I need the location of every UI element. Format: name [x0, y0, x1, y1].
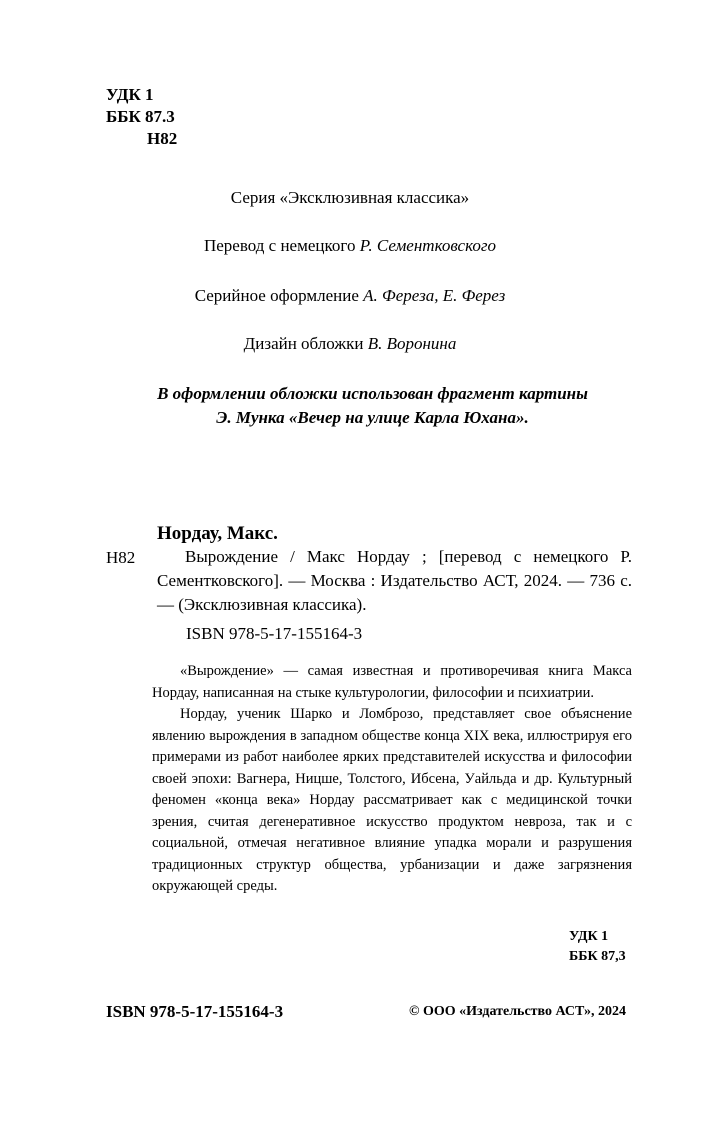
- cover-design-line: [80, 334, 620, 354]
- isbn: ISBN 978-5-17-155164-3: [186, 624, 363, 643]
- translation-label: Перевод с немецкого: [203, 236, 356, 255]
- author-mark: Н82: [147, 129, 178, 148]
- annotation: [152, 661, 632, 898]
- annotation-paragraph: Нордау, ученик Шарко и Ломброзо, представляет свое объяснение явлению вырождения в западном обществе конца XIX века, иллюстрируя его примерами из работ наиболее ярких представителей искусства и философии своей эпохи: Вагнера, Ницше, Толстого, Ибсена, Уайльда и др. Культурный феномен «конца века» Нордау рассматривает как с медицинской точки зрения, считая дегенеративное искусство продуктом невроза, так и с социальной, отмечая негативное влияние упадка морали и разрушения традиционных структур общества, урбанизации и даже загрязнения окружающей среды.: [152, 706, 632, 894]
- translator-name: Р. Сементковского: [359, 236, 497, 255]
- bbk-code: ББК 87.3: [106, 107, 175, 126]
- classification-codes-bottom: [569, 927, 626, 967]
- bbk-code-bottom: ББК 87,3: [569, 949, 626, 964]
- isbn-bottom: ISBN 978-5-17-155164-3: [106, 1002, 284, 1021]
- series-design-line: [80, 286, 620, 306]
- udk-code: УДК 1: [106, 85, 154, 104]
- catalog-code: Н82: [106, 548, 136, 567]
- author-heading: Нордау, Макс.: [157, 523, 278, 544]
- cover-design-label: Дизайн обложки: [243, 334, 364, 353]
- cover-note: [100, 382, 645, 430]
- series-line: Серия «Эксклюзивная классика»: [230, 188, 470, 207]
- cover-note-line-2: Э. Мунка «Вечер на улице Карла Юхана».: [216, 408, 529, 427]
- copyright: © ООО «Издательство АСТ», 2024: [409, 1004, 627, 1019]
- cover-note-line-1: В оформлении обложки использован фрагмент картины: [157, 384, 588, 403]
- udk-code-bottom: УДК 1: [569, 929, 609, 944]
- classification-codes-top: [106, 84, 177, 150]
- series-designers: А. Фереза, Е. Ферез: [363, 286, 506, 305]
- translation-line: [80, 236, 620, 256]
- series-design-label: Серийное оформление: [194, 286, 359, 305]
- annotation-paragraph: «Вырождение» — самая известная и противоречивая книга Макса Нордау, написанная на стыке культурологии, философии и психиатрии.: [152, 663, 632, 701]
- cover-designer: В. Воронина: [367, 334, 457, 353]
- bibliographic-record: Вырождение / Макс Нордау ; [перевод с немецкого Р. Сементковского]. — Москва : Издательство АСТ, 2024. — 736 с. — (Эксклюзивная классика).: [157, 547, 632, 614]
